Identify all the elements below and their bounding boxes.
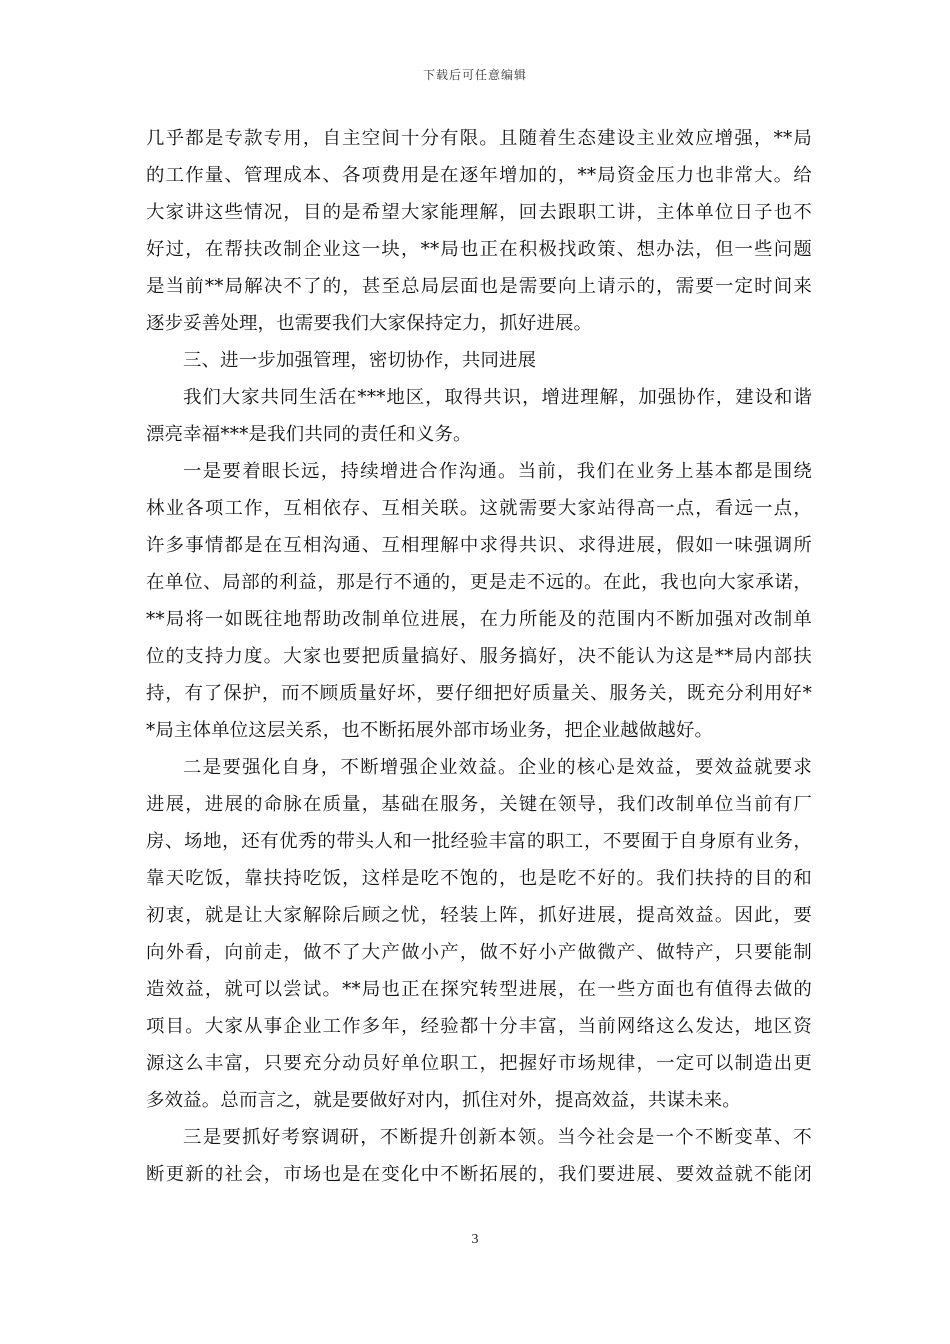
text-line: 断更新的社会，市场也是在变化中不断拓展的，我们要进展、要效益就不能闭 (146, 1164, 812, 1185)
text-line: 许多事情都是在互相沟通、互相理解中求得共识、求得进展，假如一味强调所 (146, 535, 812, 556)
text-line: 好过，在帮扶改制企业这一块，**局也正在积极找政策、想办法，但一些问题 (146, 239, 812, 260)
text-line: 进展，进展的命脉在质量，基础在服务，关键在领导，我们改制单位当前有厂 (146, 794, 812, 815)
text-line: *局主体单位这层关系，也不断拓展外部市场业务，把企业越做越好。 (146, 720, 714, 741)
text-line: 在单位、局部的利益，那是行不通的，更是走不远的。在此，我也向大家承诺， (146, 572, 812, 593)
text-line: 我们大家共同生活在***地区，取得共识，增进理解，加强协作，建设和谐 (183, 387, 812, 408)
document-body (146, 120, 812, 1193)
text-line: 林业各项工作，互相依存、互相关联。这就需要大家站得高一点，看远一点， (146, 498, 812, 519)
text-line: 二是要强化自身，不断增强企业效益。企业的核心是效益，要效益就要求 (183, 757, 812, 778)
text-line: 源这么丰富，只要充分动员好单位职工，把握好市场规律，一定可以制造出更 (146, 1053, 812, 1074)
text-line: 一是要着眼长远，持续增进合作沟通。当前，我们在业务上基本都是围绕 (183, 461, 812, 482)
section-heading: 三、进一步加强管理，密切协作，共同进展 (183, 350, 537, 371)
text-line: 三是要抓好考察调研，不断提升创新本领。当今社会是一个不断变革、不 (183, 1127, 812, 1148)
text-line: 逐步妥善处理，也需要我们大家保持定力，抓好进展。 (146, 313, 593, 334)
text-line: 靠天吃饭，靠扶持吃饭，这样是吃不饱的，也是吃不好的。我们扶持的目的和 (146, 868, 812, 889)
page-number: 3 (471, 1232, 479, 1247)
text-line: 房、场地，还有优秀的带头人和一批经验丰富的职工，不要囿于自身原有业务， (146, 831, 812, 852)
text-line: **局将一如既往地帮助改制单位进展，在力所能及的范围内不断加强对改制单 (146, 609, 812, 630)
text-line: 的工作量、管理成本、各项费用是在逐年增加的，**局资金压力也非常大。给 (146, 165, 812, 186)
page-header: 下载后可任意编辑 (422, 68, 527, 82)
text-line: 位的支持力度。大家也要把质量搞好、服务搞好，决不能认为这是**局内部扶 (146, 646, 812, 667)
text-line: 多效益。总而言之，就是要做好对内，抓住对外，提高效益，共谋未来。 (146, 1090, 741, 1111)
text-line: 造效益，就可以尝试。**局也正在探究转型进展，在一些方面也有值得去做的 (146, 979, 812, 1000)
text-line: 大家讲这些情况，目的是希望大家能理解，回去跟职工讲，主体单位日子也不 (146, 202, 812, 223)
text-line: 初衷，就是让大家解除后顾之忧，轻装上阵，抓好进展，提高效益。因此，要 (146, 905, 812, 926)
text-line: 漂亮幸福***是我们共同的责任和义务。 (146, 424, 472, 445)
text-line: 向外看，向前走，做不了大产做小产，做不好小产做微产、做特产，只要能制 (146, 942, 812, 963)
text-line: 几乎都是专款专用，自主空间十分有限。且随着生态建设主业效应增强，**局 (146, 128, 812, 149)
text-line: 持，有了保护，而不顾质量好坏，要仔细把好质量关、服务关，既充分利用好* (146, 683, 812, 704)
text-line: 项目。大家从事企业工作多年，经验都十分丰富，当前网络这么发达，地区资 (146, 1016, 812, 1037)
text-line: 是当前**局解决不了的，甚至总局层面也是需要向上请示的，需要一定时间来 (146, 276, 812, 297)
